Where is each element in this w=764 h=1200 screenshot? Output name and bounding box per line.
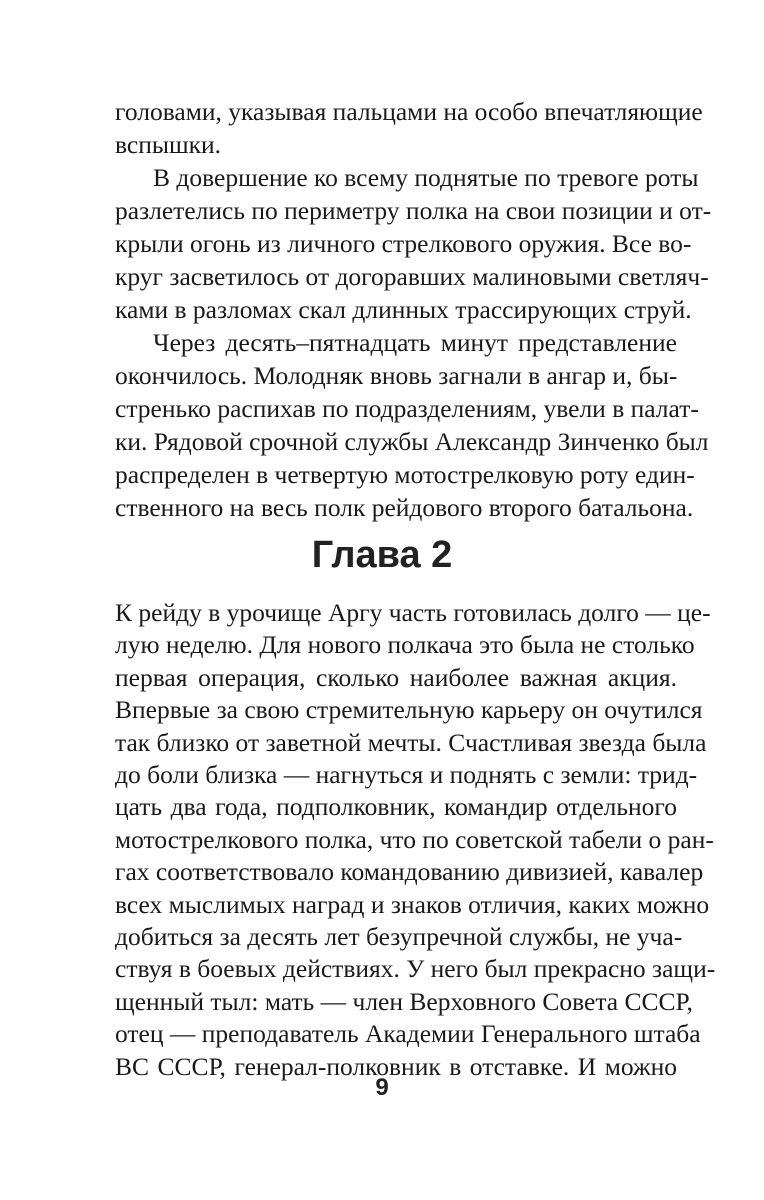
text-line: так близко от заветной мечты. Счастливая звезда была — [115, 727, 707, 757]
text-line: В довершение ко всему поднятые по тревоге роты — [153, 163, 699, 192]
text-line: ВС СССР, генерал-полковник в отставке. И можно — [115, 1051, 677, 1081]
text-line: Через десять–пятнадцать минут представление — [153, 328, 677, 357]
text-line: К рейду в урочище Аргу часть готовилась долго — це- — [115, 598, 711, 627]
text-line: первая операция, сколько наиболее важная акция. — [115, 662, 677, 692]
text-line: круг засветилось от догоравших малиновыми светляч- — [115, 262, 709, 291]
text-line: ками в разломах скал длинных трассирующих струй. — [115, 295, 692, 324]
text-line: до боли близка — нагнуться и поднять с земли: трид- — [115, 760, 698, 789]
text-line: мотострелкового полка, что по советской табели о ран- — [115, 824, 714, 854]
text-line: ственного на весь полк рейдового второго батальона. — [115, 493, 694, 522]
text-line: отец — преподаватель Академии Генерального штаба — [115, 1019, 701, 1049]
text-line: добиться за десять лет безупречной службы, не уча- — [115, 922, 683, 951]
text-line: щенный тыл: мать — член Верховного Совета СССР, — [115, 986, 693, 1016]
text-line: разлетелись по периметру полка на свои позиции и от- — [115, 196, 712, 225]
page-number: 9 — [375, 1074, 389, 1101]
text-line: вспышки. — [115, 130, 222, 159]
chapter-title: Глава 2 — [311, 534, 453, 576]
text-line: лую неделю. Для нового полкача это была не столько — [115, 630, 695, 660]
text-line: распределен в четвертую мотострелковую роту един- — [115, 460, 695, 489]
text-line: Впервые за свою стремительную карьеру он очутился — [115, 695, 703, 725]
text-line: цать два года, подполковник, командир отдельного — [115, 792, 677, 822]
text-line: гах соответствовало командованию дивизией, кавалер — [115, 857, 704, 887]
text-line: стренько распихав по подразделениям, увели в палат- — [115, 394, 699, 423]
text-line: ствуя в боевых действиях. У него был прекрасно защи- — [115, 954, 716, 984]
text-line: крыли огонь из личного стрелкового оружия. Все во- — [115, 229, 692, 258]
text-line: всех мыслимых наград и знаков отличия, каких можно — [115, 889, 710, 919]
text-line: окончилось. Молодняк вновь загнали в ангар и, бы- — [115, 361, 678, 390]
text-line: ки. Рядовой срочной службы Александр Зинченко был — [115, 427, 709, 456]
text-line: головами, указывая пальцами на особо впечатляющие — [115, 97, 703, 126]
